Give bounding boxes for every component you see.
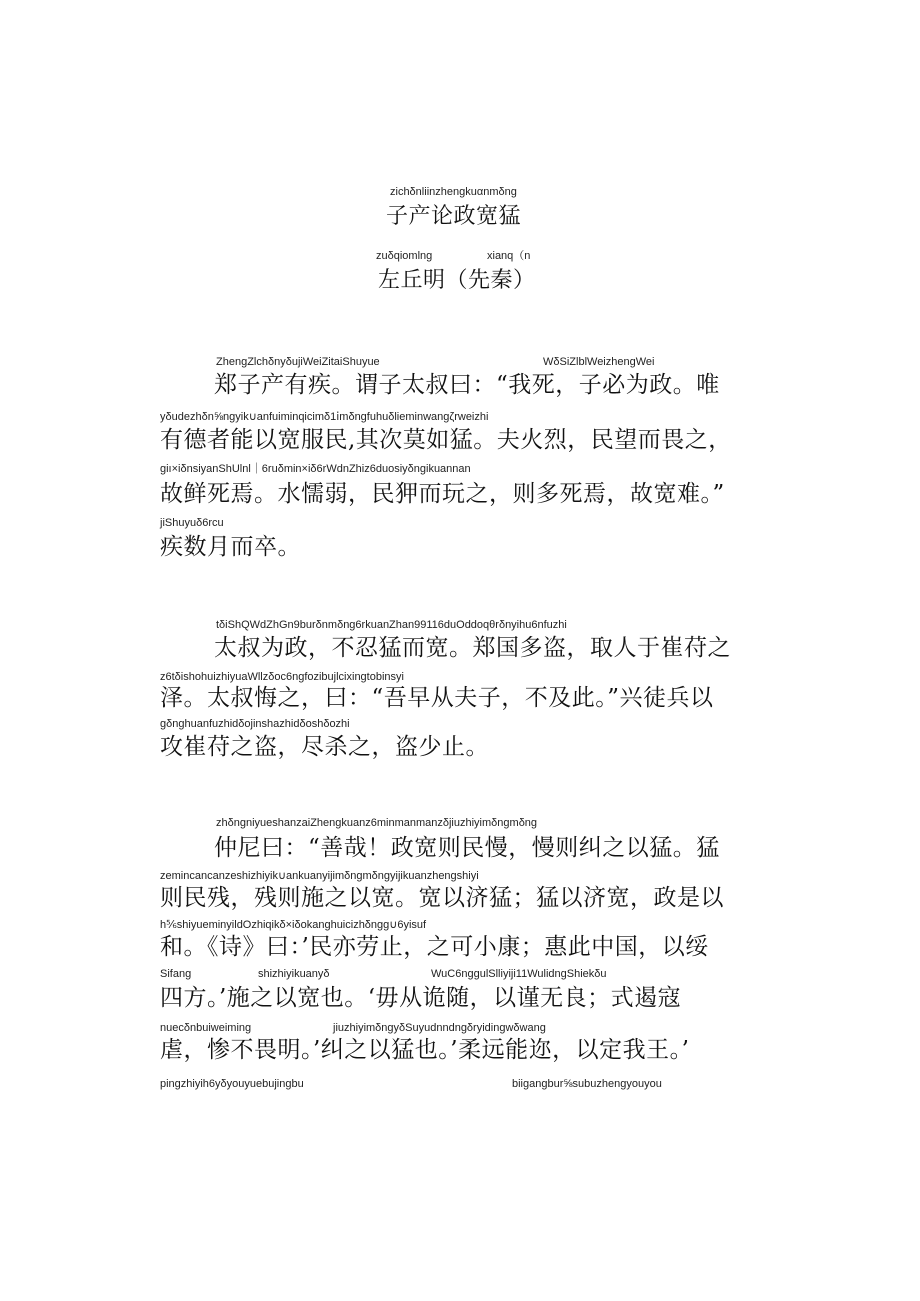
pinyin-line: Sifang (160, 968, 192, 980)
text-line: 则民残，残则施之以宽。宽以济猛；猛以济宽，政是以 (160, 885, 724, 911)
text-line: 泽。太叔悔之，曰：“吾早从夫子，不及此。”兴徒兵以 (160, 685, 714, 711)
text-line: 仲尼曰：“善哉！政宽则民慢，慢则纠之以猛。猛 (214, 835, 720, 861)
pinyin-line: jiuzhiyimδngyδSuyudnndngδryidingwδwang (333, 1022, 546, 1034)
pinyin-line: h⅚shiyueminyildOzhiqikδ×iδokanghuicizhδngg∪6yisuf (160, 919, 427, 931)
pinyin-line: WuC6nggulSlliyiji11WulidngShiekδu (431, 968, 607, 980)
text-line: 攻崔苻之盗，尽杀之，盗少止。 (160, 734, 489, 760)
pinyin-line: z6tδishohuizhiyuaWllzδoc6ngfozibujlcixingtobinsyi (160, 671, 404, 683)
text-line: 有德者能以宽服民,其次莫如猛。夫火烈，民望而畏之， (160, 427, 732, 453)
text-line: 郑子产有疾。谓子太叔曰：“我死，子必为政。唯 (214, 372, 720, 398)
text-line: 疾数月而卒。 (160, 534, 301, 560)
pinyin-line: biigangbur⅝subuzhengyouyou (512, 1078, 662, 1090)
text-line: 四方。’施之以宽也。‘毋从诡随，以谨无良；式遏寇 (160, 985, 682, 1011)
author-pinyin-dynasty: xianq（n (487, 250, 531, 262)
pinyin-line: nuecδnbuiweiming (160, 1022, 252, 1034)
pinyin-line: giı×iδnsiyanShUlnl｜6ruδmin×iδ6rWdnZhiz6duosiyδngikuannan (160, 463, 471, 475)
pinyin-line: zhδngniyueshanzaiZhengkuanz6minmanmanzδjiuzhiyimδngmδng (216, 817, 538, 829)
document-author: 左丘明（先秦） (378, 268, 536, 293)
pinyin-line: ZhengZlchδnyδujiWeiZitaiShuyue (216, 356, 380, 368)
author-pinyin: zuδqiomlng (376, 250, 433, 262)
title-pinyin: zichδnliinzhengkuαnmδng (390, 186, 517, 198)
text-line: 虐，惨不畏明。’纠之以猛也。’柔远能迩，以定我王。’ (160, 1037, 690, 1063)
text-line: 和。《诗》曰：’民亦劳止，之可小康；惠此中国，以绥 (160, 934, 709, 960)
text-line: 太叔为政，不忍猛而宽。郑国多盗，取人于崔苻之 (214, 635, 731, 661)
document-title: 子产论政宽猛 (386, 204, 522, 229)
pinyin-line: pingzhiyih6yδyouyuebujingbu (160, 1078, 304, 1090)
pinyin-line: WδSiZlblWeizhengWei (543, 356, 655, 368)
text-line: 故鲜死焉。水懦弱，民狎而玩之，则多死焉，故宽难。” (160, 481, 725, 507)
pinyin-line: zemincancanzeshizhiyik∪ankuanyijimδngmδngyijikuanzhengshiyi (160, 870, 479, 882)
pinyin-line: shizhiyikuanyδ (258, 968, 330, 980)
pinyin-line: gδnghuanfuzhidδojinshazhidδoshδozhi (160, 718, 350, 730)
pinyin-line: yδudezhδn⅝ngyik∪anfuiminqicimδ1ⅰmδngfuhuδlieminwangζrweizhi (160, 411, 489, 423)
pinyin-line: jiShuyuδ6rcu (160, 517, 224, 529)
pinyin-line: tδiShQWdZhGn9burδnmδng6rkuanZhan99116duOddoqθrδnyihu6nfuzhi (216, 619, 567, 631)
